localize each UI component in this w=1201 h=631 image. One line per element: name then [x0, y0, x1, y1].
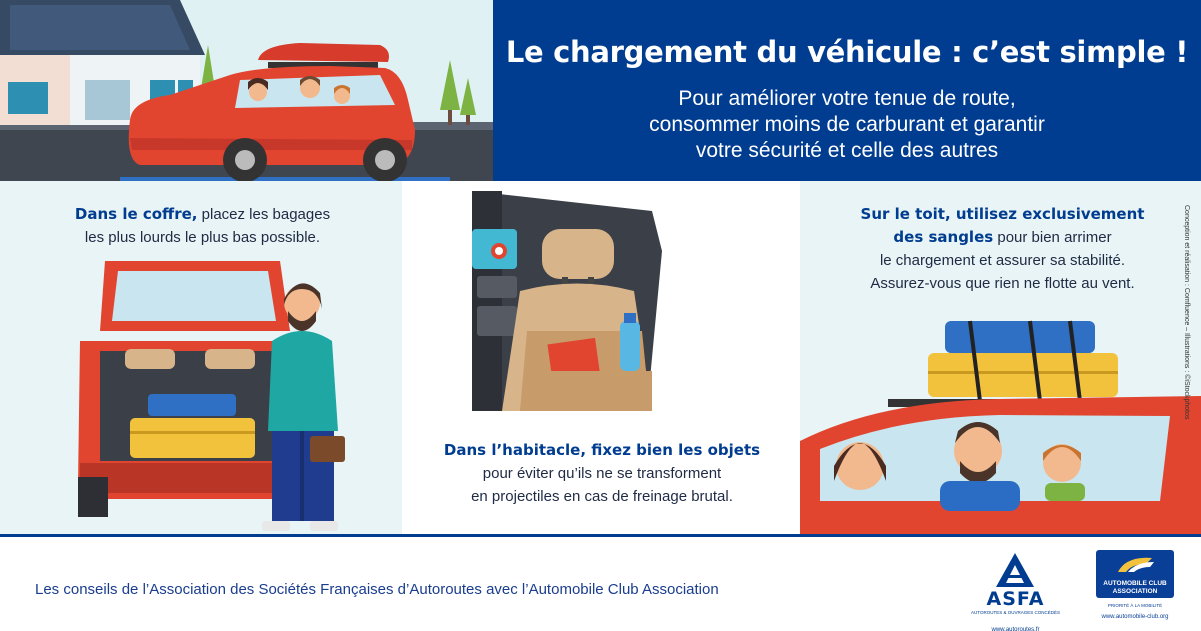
aca-logo[interactable] [1096, 550, 1174, 630]
tip-trunk-text: placez les bagages [197, 206, 331, 223]
subtitle-line: Pour améliorer votre tenue de route, [678, 87, 1016, 110]
aca-url[interactable]: www.automobile-club.org [1101, 614, 1169, 620]
tip-trunk-heading: Dans le coffre, [74, 205, 198, 223]
tip-cabin-text: pour éviter qu’ils ne se transforment [482, 465, 722, 482]
tip-roof-heading: des sangles [893, 228, 994, 246]
aca-tagline: PRIORITÉ À LA MOBILITÉ [1107, 603, 1163, 608]
tip-cabin-text: en projectiles en cas de freinage brutal. [471, 488, 733, 505]
page-title: Le chargement du véhicule : c’est simple ! [505, 35, 1189, 69]
aca-badge [1096, 550, 1174, 598]
tip-roof-heading: Sur le toit, utilisez exclusivement [860, 205, 1145, 223]
tip-cabin [417, 439, 787, 508]
aca-emblem-icon [1096, 550, 1174, 578]
tip-trunk-text: les plus lourds le plus bas possible. [84, 229, 321, 246]
tip-roof-text: le chargement et assurer sa stabilité. [879, 252, 1126, 269]
aca-line1: AUTOMOBILE CLUB [1103, 580, 1167, 587]
roof-illustration [800, 181, 1201, 535]
asfa-tagline: AUTOROUTES & OUVRAGES CONCÉDÉS [971, 610, 1060, 615]
panel-roof [800, 181, 1201, 535]
panel-cabin [402, 181, 800, 535]
asfa-logo[interactable] [968, 551, 1063, 631]
subtitle-line: votre sécurité et celle des autres [695, 139, 999, 162]
asfa-url[interactable]: www.autoroutes.fr [991, 627, 1040, 631]
trunk-illustration [0, 181, 402, 535]
hero-illustration-family-car [0, 0, 493, 181]
tip-cabin-heading: Dans l’habitacle, fixez bien les objets [443, 441, 761, 459]
hero-panel [493, 0, 1201, 181]
panel-trunk [0, 181, 402, 535]
asfa-name: ASFA [986, 588, 1045, 610]
footer-text: Les conseils de l’Association des Sociétés Françaises d’Autoroutes avec l’Automobile Club Association [35, 581, 719, 598]
subtitle-line: consommer moins de carburant et garantir [649, 113, 1045, 136]
image-credit: Conception et réalisation : Comfluence – Illustrations : ©iStockphotos [1183, 205, 1190, 420]
footer [0, 537, 1201, 631]
asfa-emblem-icon [968, 551, 1063, 589]
tip-roof-text: pour bien arrimer [993, 229, 1112, 246]
aca-line2: ASSOCIATION [1112, 588, 1158, 595]
page-subtitle [533, 86, 1161, 164]
tip-roof-text: Assurez-vous que rien ne flotte au vent. [870, 275, 1135, 292]
